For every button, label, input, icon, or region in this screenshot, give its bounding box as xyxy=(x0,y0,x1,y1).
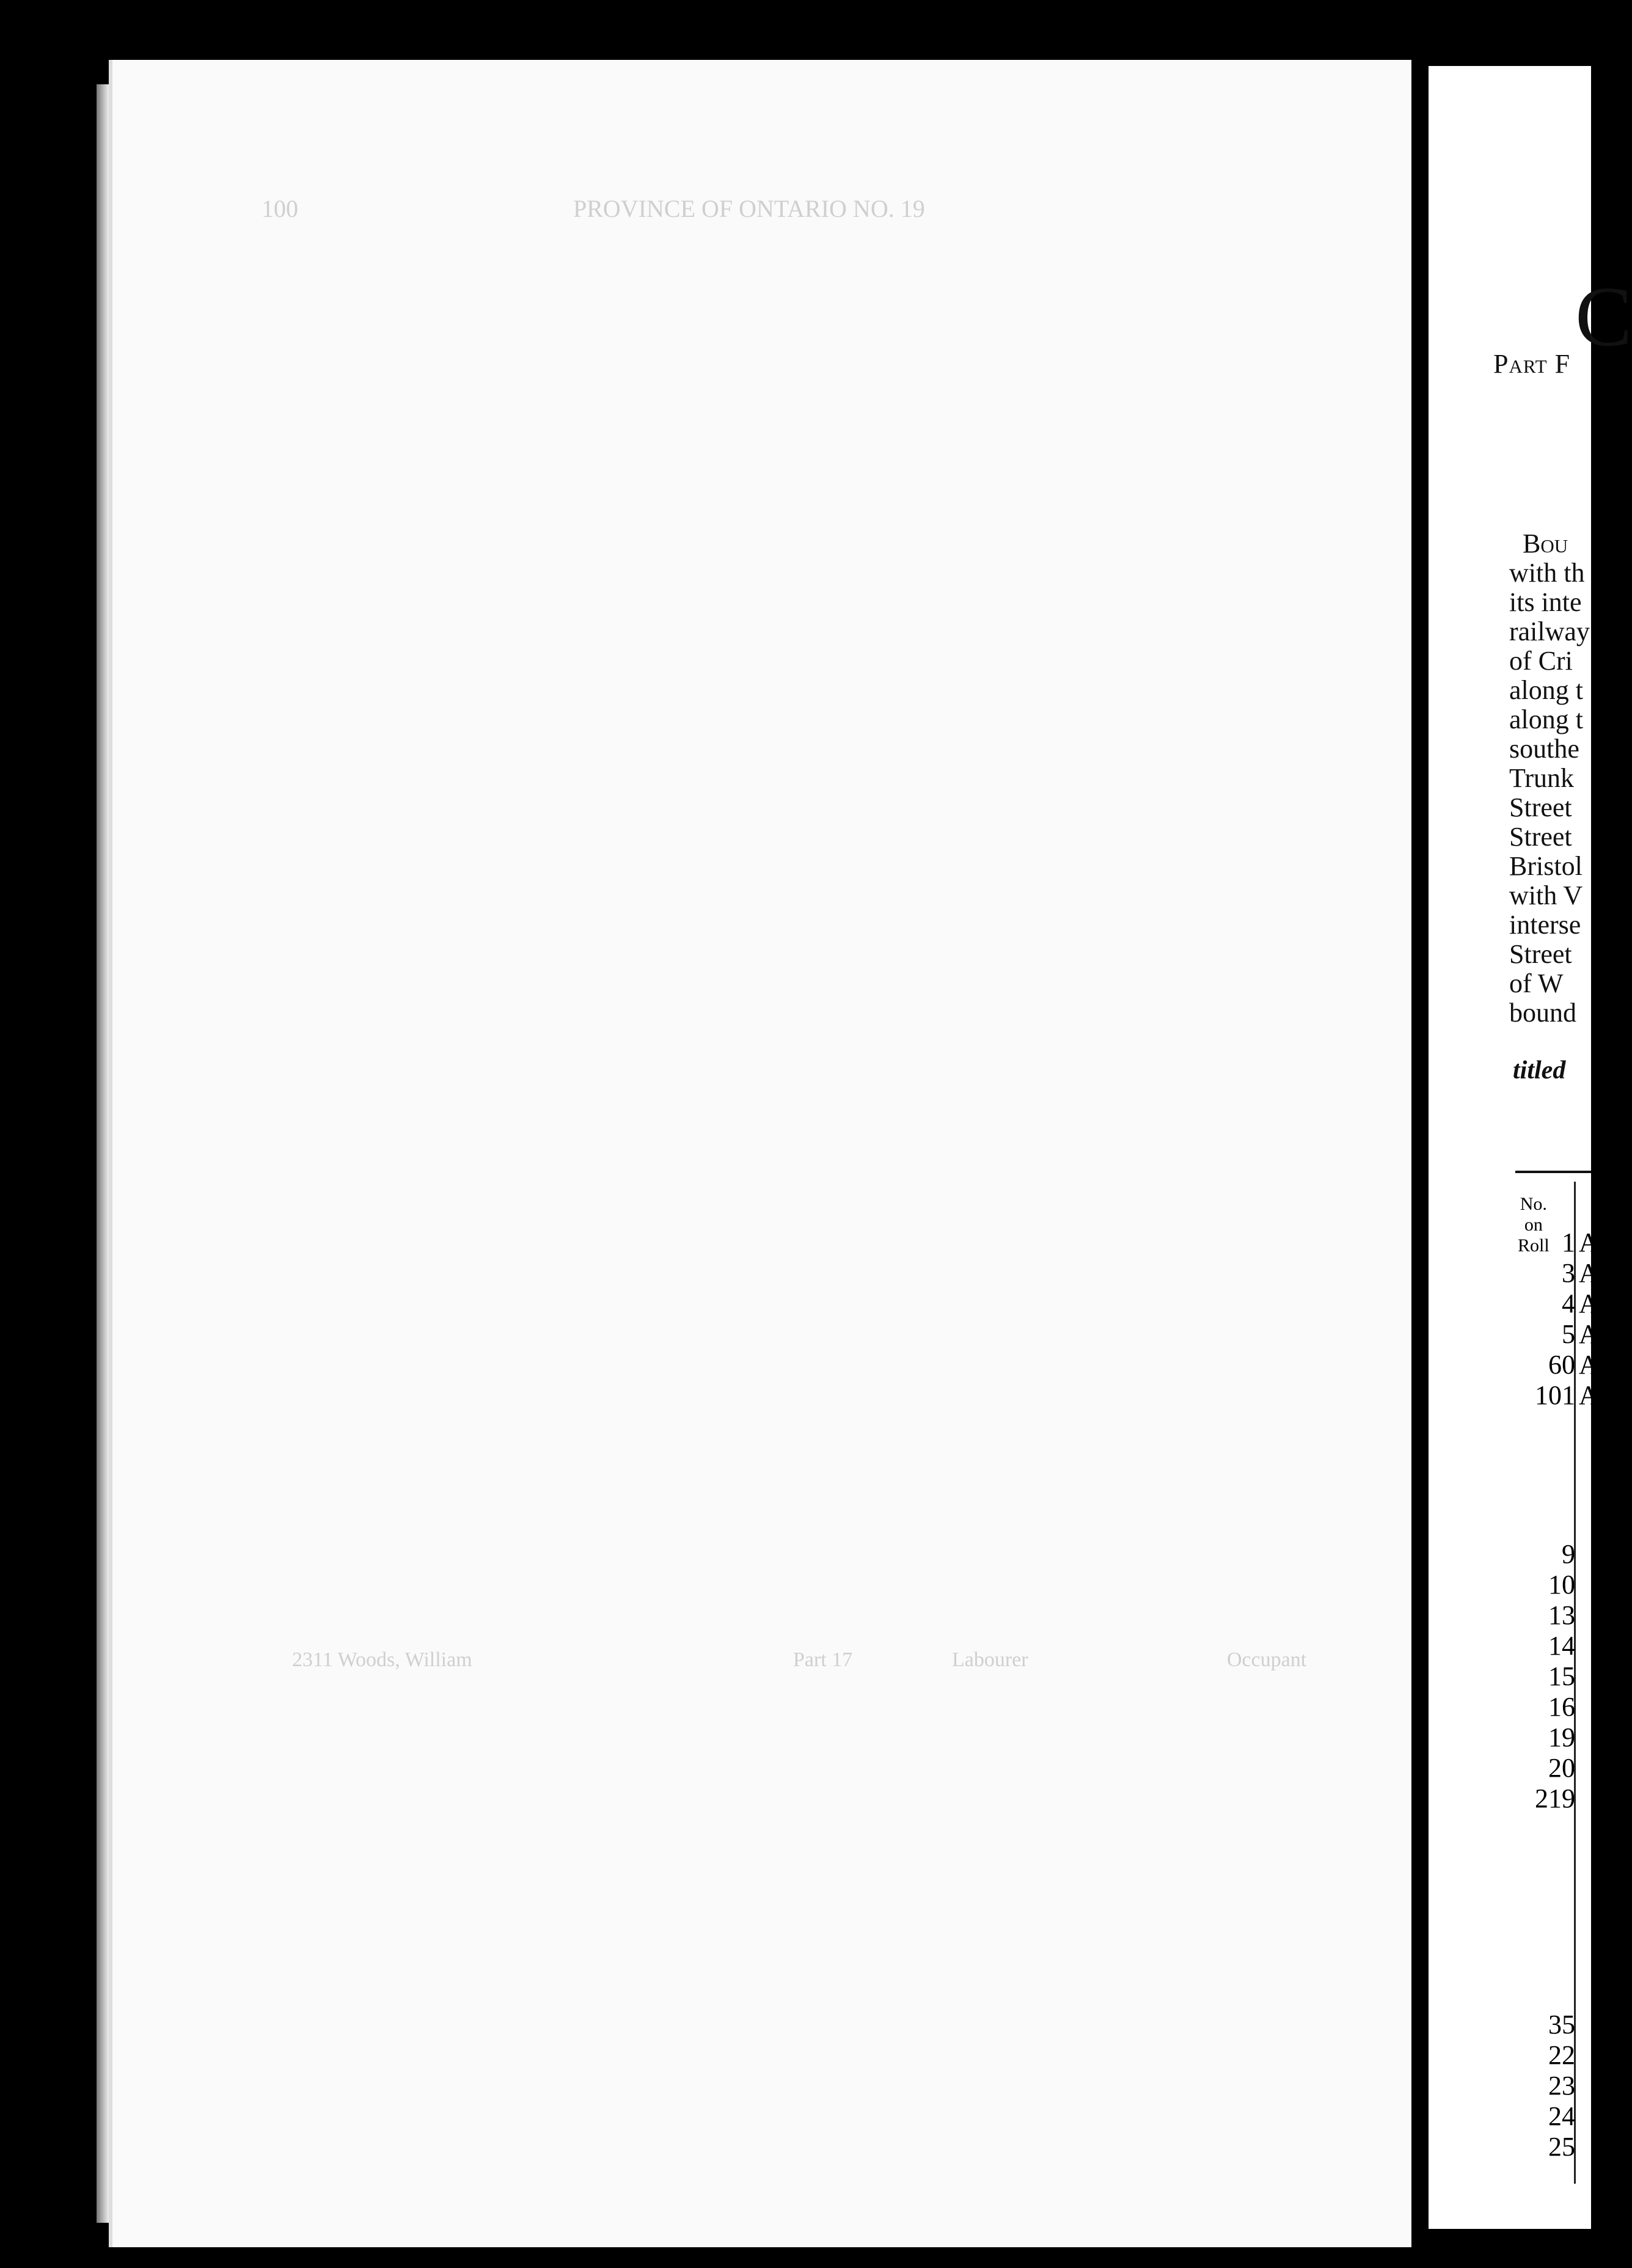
body-line: bound xyxy=(1509,998,1576,1028)
body-line: with V xyxy=(1509,880,1583,910)
roll-number: 19 xyxy=(1548,1722,1575,1752)
roll-number: 23 xyxy=(1548,2071,1575,2101)
roll-number: 3 xyxy=(1562,1258,1575,1288)
body-line: of W xyxy=(1509,968,1564,998)
body-line: of Cri xyxy=(1509,646,1573,676)
voter-name: A xyxy=(1579,1380,1598,1410)
title-fragment: C xyxy=(1575,269,1632,364)
body-line: southe xyxy=(1509,734,1579,764)
voter-name: A xyxy=(1579,1289,1598,1319)
notice-fragment: titled xyxy=(1513,1056,1566,1085)
body-line: Street xyxy=(1509,939,1572,969)
voter-name: A xyxy=(1579,1258,1598,1288)
body-line: Bou xyxy=(1523,529,1568,558)
page-edge xyxy=(97,84,109,2223)
left-page-footer-status: Occupant xyxy=(1227,1648,1307,1671)
voter-name: A xyxy=(1579,1227,1598,1257)
roll-number: 24 xyxy=(1548,2101,1575,2131)
body-line: with th xyxy=(1509,558,1585,588)
roll-number: 13 xyxy=(1548,1600,1575,1630)
roll-number: 25 xyxy=(1548,2132,1575,2162)
part-label: Part F xyxy=(1493,349,1571,379)
roll-number: 101 xyxy=(1535,1380,1575,1410)
table-top-rule xyxy=(1515,1171,1591,1173)
body-line: Street xyxy=(1509,792,1572,822)
left-page-number: 100 xyxy=(262,195,298,222)
voter-name: A xyxy=(1579,1350,1598,1380)
body-line: railway xyxy=(1509,616,1590,646)
roll-number: 35 xyxy=(1548,2010,1575,2039)
voter-name: A xyxy=(1579,1319,1598,1349)
body-line: interse xyxy=(1509,910,1581,940)
left-page-header: PROVINCE OF ONTARIO NO. 19 xyxy=(573,195,925,222)
roll-number: 60 xyxy=(1548,1350,1575,1380)
roll-number: 14 xyxy=(1548,1631,1575,1661)
left-page-footer-part: Part 17 xyxy=(793,1648,853,1671)
body-line: along t xyxy=(1509,704,1583,734)
roll-number: 1 xyxy=(1562,1227,1575,1257)
body-line: Trunk xyxy=(1509,763,1574,793)
body-line: along t xyxy=(1509,675,1583,705)
roll-number: 10 xyxy=(1548,1570,1575,1600)
roll-number: 4 xyxy=(1562,1289,1575,1319)
left-page xyxy=(109,60,1411,2247)
body-line: Street xyxy=(1509,822,1572,852)
body-line: its inte xyxy=(1509,587,1582,617)
roll-number: 20 xyxy=(1548,1753,1575,1783)
roll-number: 5 xyxy=(1562,1319,1575,1349)
body-line: Bristol xyxy=(1509,851,1583,881)
right-page xyxy=(1429,66,1632,2229)
roll-number: 15 xyxy=(1548,1661,1575,1691)
roll-number: 9 xyxy=(1562,1539,1575,1569)
roll-number: 16 xyxy=(1548,1692,1575,1722)
roll-number: 219 xyxy=(1535,1783,1575,1813)
left-page-footer-name: 2311 Woods, William xyxy=(292,1648,472,1671)
roll-column-header: No. on Roll xyxy=(1518,1194,1550,1256)
roll-number: 22 xyxy=(1548,2040,1575,2070)
left-page-footer-occupation: Labourer xyxy=(952,1648,1028,1671)
